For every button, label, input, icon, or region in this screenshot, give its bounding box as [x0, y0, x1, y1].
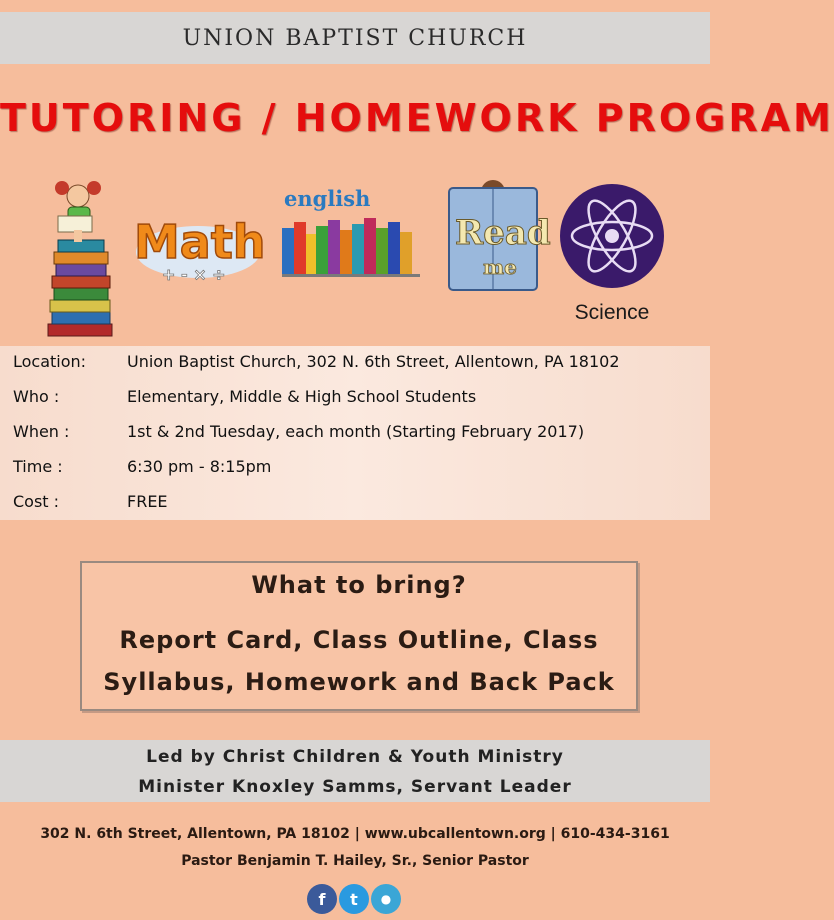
detail-value: FREE — [127, 491, 168, 511]
svg-text:me: me — [483, 255, 517, 279]
detail-label: Who : — [13, 386, 60, 406]
subject-images — [0, 170, 710, 340]
ministry-line-2: Minister Knoxley Samms, Servant Leader — [138, 777, 572, 797]
what-to-bring-title: What to bring? — [251, 571, 467, 599]
detail-label: When : — [13, 421, 70, 441]
ministry-line-1: Led by Christ Children & Youth Ministry — [146, 747, 564, 767]
svg-text:Math: Math — [134, 215, 266, 269]
detail-row-cost — [13, 486, 168, 516]
svg-text:english: english — [284, 186, 371, 211]
detail-row-who — [13, 381, 476, 411]
detail-value: Elementary, Middle & High School Students — [127, 386, 477, 406]
math-image — [126, 200, 268, 284]
girl-on-books-image — [44, 174, 116, 338]
english-books-image — [282, 184, 422, 278]
footer-contact: 302 N. 6th Street, Allentown, PA 18102 | www.ubcallentown.org | 610-434-3161 — [40, 826, 670, 842]
detail-label: Location: — [13, 351, 87, 371]
detail-value: 1st & 2nd Tuesday, each month (Starting February 2017) — [127, 421, 585, 441]
svg-text:Read: Read — [455, 213, 551, 253]
periscope-icon[interactable]: ● — [371, 884, 401, 914]
program-title: TUTORING / HOMEWORK PROGRAM — [0, 96, 834, 140]
detail-value: 6:30 pm - 8:15pm — [127, 456, 272, 476]
detail-value: Union Baptist Church, 302 N. 6th Street, Allentown, PA 18102 — [127, 351, 620, 371]
detail-row-location — [13, 346, 620, 376]
program-details — [0, 346, 710, 520]
header-bar — [0, 12, 710, 64]
svg-text:Science: Science — [574, 301, 650, 324]
detail-row-when — [13, 416, 584, 446]
detail-label: Time : — [13, 456, 63, 476]
footer-pastor: Pastor Benjamin T. Hailey, Sr., Senior Pastor — [181, 853, 529, 869]
science-atom-image — [558, 182, 668, 326]
twitter-icon[interactable]: t — [339, 884, 369, 914]
facebook-icon[interactable]: f — [307, 884, 337, 914]
detail-row-time — [13, 451, 271, 481]
what-to-bring-items — [82, 619, 636, 703]
what-to-bring-box — [80, 561, 638, 711]
detail-label: Cost : — [13, 491, 60, 511]
bring-line-2: Syllabus, Homework and Back Pack — [103, 668, 615, 696]
church-name: UNION BAPTIST CHURCH — [182, 25, 528, 51]
bring-line-1: Report Card, Class Outline, Class — [119, 626, 599, 654]
read-me-image — [443, 180, 551, 292]
ministry-bar — [0, 740, 710, 802]
social-links — [307, 884, 401, 914]
svg-text:+ - × ÷: + - × ÷ — [162, 265, 226, 284]
